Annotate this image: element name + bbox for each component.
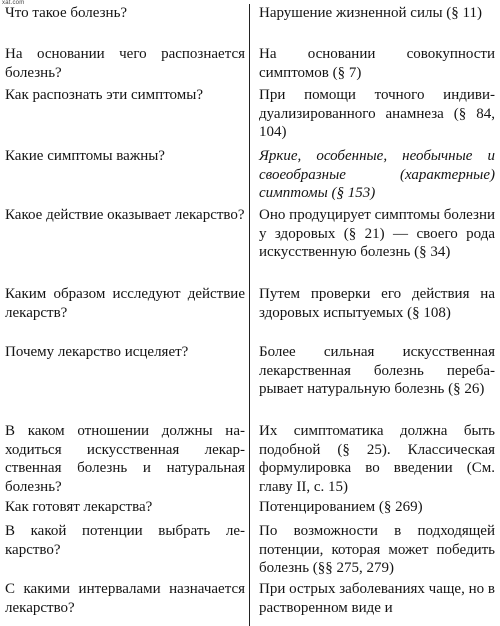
- question-cell: Какое действие оказывает лекарство?: [5, 207, 245, 223]
- question-cell: В какой потенции выбрать лекарство?: [5, 523, 245, 558]
- answer-cell: На основании совокупности симптомов (§ 7): [249, 45, 495, 86]
- answer-cell: Более сильная искусственная лекарственная болезнь перебарывает натуральную болезнь (§ 26): [249, 343, 495, 422]
- answer-cell: При помощи точного индивидуализированного анамнеза (§ 84, 104): [249, 86, 495, 147]
- table-row: [5, 4, 495, 45]
- question-cell: Какие симптомы важны?: [5, 148, 165, 164]
- table-row: [5, 422, 495, 498]
- question-cell: В каком отношении должны находиться искусственная лекарственная болезнь и натуральная болезнь?: [5, 423, 245, 495]
- answer-cell: Нарушение жизненной силы (§ 11): [249, 4, 495, 45]
- table-row: [5, 580, 495, 626]
- question-cell: Что такое болезнь?: [5, 5, 128, 21]
- table-row: [5, 206, 495, 285]
- answer-cell: Путем проверки его действия на здоровых испытуемых (§ 108): [249, 285, 495, 343]
- table-row: [5, 522, 495, 580]
- question-cell: Как распознать эти симптомы?: [5, 87, 203, 103]
- answer-cell: При острых заболеваниях чаще, но в растворенном виде и: [249, 580, 495, 626]
- question-cell: Каким образом исследуют действие лекарств?: [5, 286, 245, 321]
- answer-cell: Потенцированием (§ 269): [249, 498, 495, 522]
- table-row: [5, 343, 495, 422]
- answer-cell: Яркие, особенные, необычные и своеобразные (характерные) симптомы (§ 153): [249, 147, 495, 206]
- answer-cell: По возможности в подходящей потенции, которая может победить болезнь (§§ 275, 279): [249, 522, 495, 580]
- answer-cell: Их симптоматика должна быть подобной (§ 25). Классическая формулировка во введении (См. главу II, с. 15): [249, 422, 495, 498]
- question-cell: С какими интервалами назначается лекарство?: [5, 581, 245, 616]
- table-row: [5, 498, 495, 522]
- question-cell: На основании чего распознается болезнь?: [5, 46, 245, 81]
- source-watermark: xat.com: [2, 0, 25, 6]
- question-cell: Почему лекарство исцеляет?: [5, 344, 189, 360]
- answer-cell: Оно продуцирует симптомы болезни у здоровых (§ 21) — своего рода искусственную болезнь (§ 34): [249, 206, 495, 285]
- table-row: [5, 86, 495, 147]
- table-row: [5, 45, 495, 86]
- question-cell: Как готовят лекарства?: [5, 499, 153, 515]
- table-row: [5, 285, 495, 343]
- table-row: [5, 147, 495, 206]
- question-answer-table: [5, 4, 495, 626]
